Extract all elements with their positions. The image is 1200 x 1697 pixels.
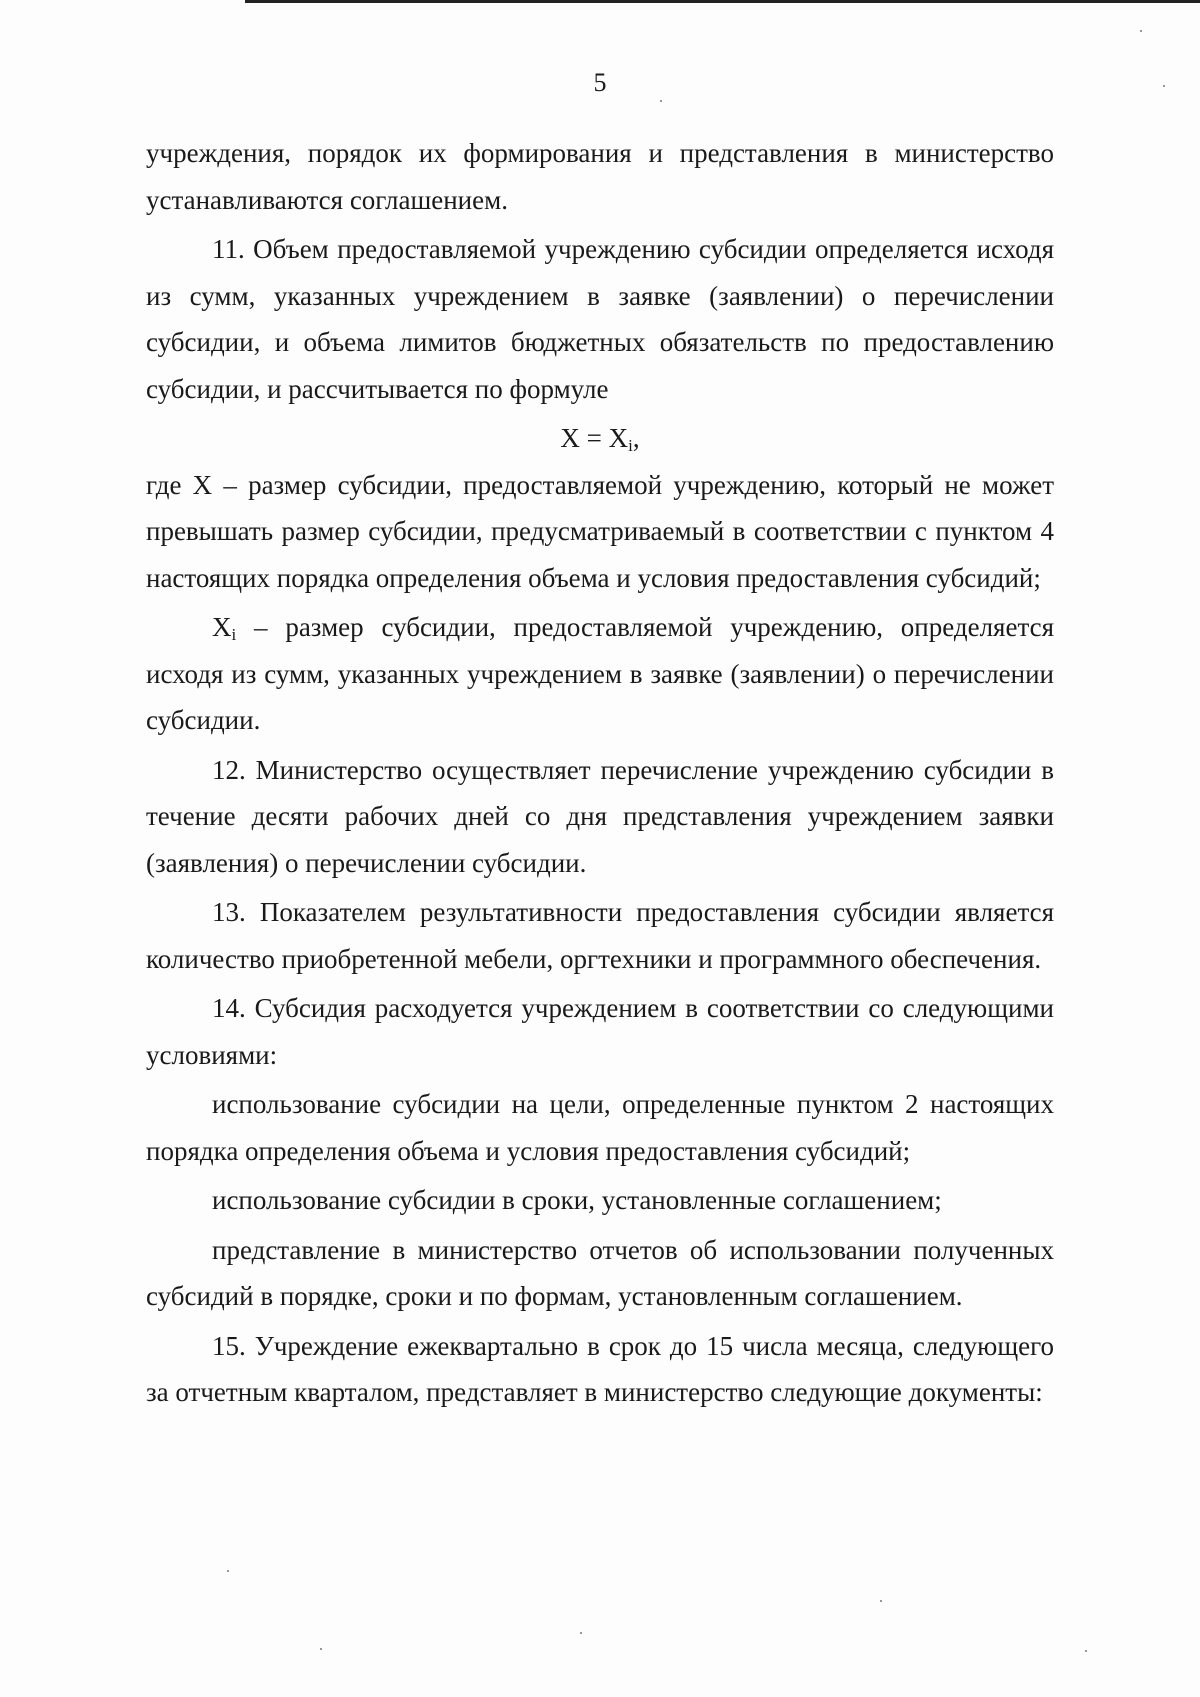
paragraph-15: 15. Учреждение ежеквартально в срок до 15 числа месяца, следующего за отчетным кварталом, представляет в министерство следующие документы: [146,1330,1054,1407]
paragraph-11: 11. Объем предоставляемой учреждению субсидии определяется исходя из сумм, указанных учреждением в заявке (заявлении) о перечислении субсидии, и объема лимитов бюджетных обязательств по предоставлению субсидии, и рассчитывается по формуле [146,234,1054,404]
scan-speck [1085,1650,1087,1652]
definition-x: где X – размер субсидии, предоставляемой учреждению, который не может превышать размер субсидии, предусматриваемый в соответствии с пунктом 4 настоящих порядка определения объема и условия предоставления субсидий; [146,469,1054,593]
xi-definition-text: – размер субсидии, предоставляемой учреждению, определяется исходя из сумм, указанных учреждением в заявке (заявлении) о перечислении субсидии. [146,612,1054,735]
paragraph-12: 12. Министерство осуществляет перечисление учреждению субсидии в течение десяти рабочих дней со дня представления учреждением заявки (заявления) о перечислении субсидии. [146,754,1054,878]
scan-speck [227,1570,229,1572]
paragraph-14: 14. Субсидия расходуется учреждением в соответствии со следующими условиями: [146,993,1054,1070]
xi-variable: X [212,612,232,642]
xi-subscript: i [231,625,237,644]
paragraph-intro: учреждения, порядок их формирования и представления в министерство устанавливаются соглашением. [146,138,1054,215]
scan-speck [660,100,662,102]
definition-xi [146,604,1054,744]
document-body [146,130,1054,1419]
formula [146,415,1054,462]
top-scan-edge [245,0,1200,3]
formula-subscript: i [628,436,633,455]
formula-eq: = X [579,423,629,453]
formula-tail: , [632,423,640,453]
scan-speck [1140,30,1142,32]
scan-speck [1163,85,1165,87]
scan-speck [880,1600,882,1602]
condition-3: представление в министерство отчетов об использовании полученных субсидий в порядке, сроки и по формам, установленным соглашением. [146,1234,1054,1311]
scan-speck [580,1632,582,1634]
condition-1: использование субсидии на цели, определенные пунктом 2 настоящих порядка определения объема и условия предоставления субсидий; [146,1089,1054,1166]
formula-lhs: X [560,423,580,453]
paragraph-13: 13. Показателем результативности предоставления субсидии является количество приобретенной мебели, оргтехники и программного обеспечения. [146,897,1054,974]
page-number: 5 [593,68,607,97]
scan-speck [320,1648,322,1650]
condition-2: использование субсидии в сроки, установленные соглашением; [212,1185,942,1215]
